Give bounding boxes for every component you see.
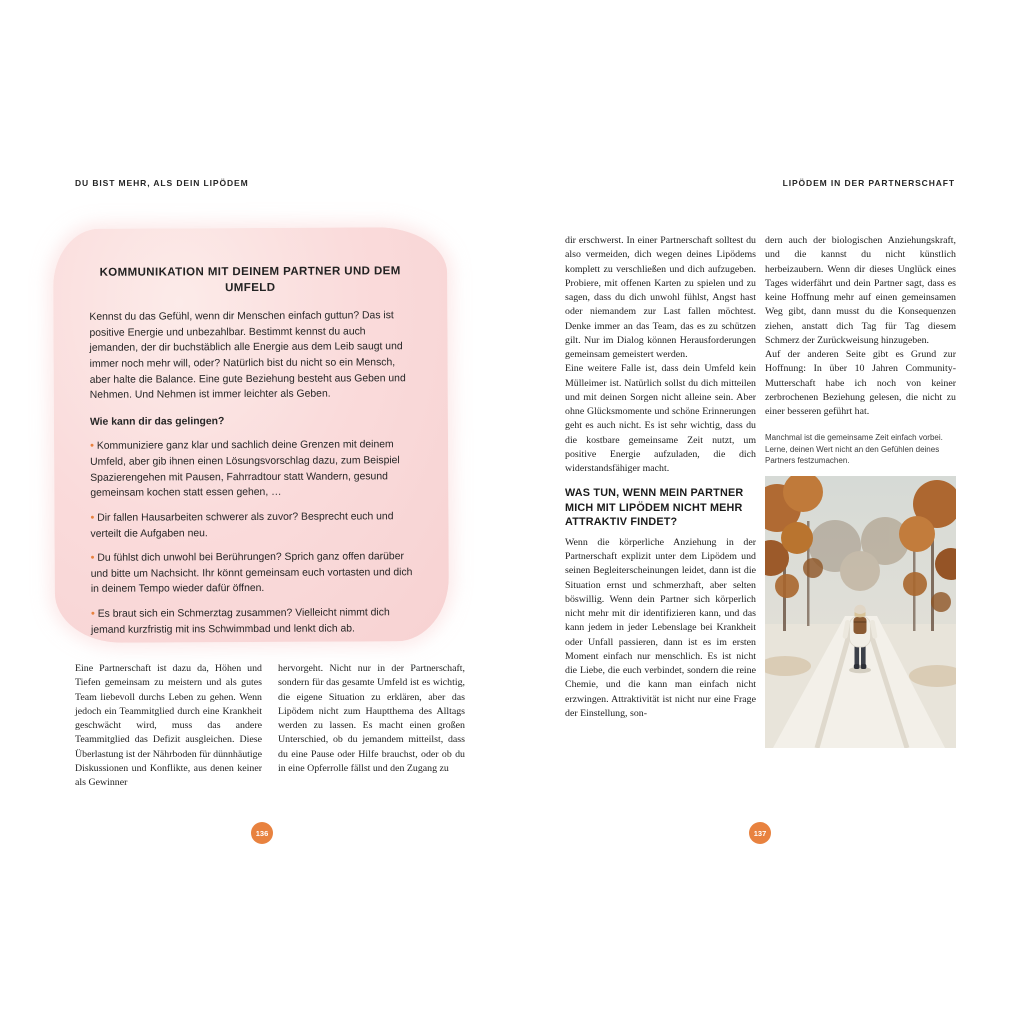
page-number-right: 137 [749, 822, 771, 844]
backpack-strap [854, 621, 867, 623]
leg-right [861, 644, 866, 667]
infobox-question: Wie kann dir das gelingen? [89, 415, 225, 428]
photo-caption: Manchmal ist die gemeinsame Zeit einfach vorbei. Lerne, deinen Wert nicht an den Gefühlen deines Partners festzumachen. [765, 433, 943, 466]
running-header-right: LIPÖDEM IN DER PARTNERSCHAFT [782, 178, 955, 188]
bullet-text: Dir fallen Hausarbeiten schwerer als zuvor? Besprecht euch und verteilt die Aufgaben neu. [90, 511, 394, 540]
bullet-icon: • [90, 440, 94, 453]
bullet-text: Es braut sich ein Schmerztag zusammen? Vielleicht nimmt dich jemand kurzfristig mit ins Schwimmbad und lenkt dich ab. [90, 607, 390, 636]
list-item [91, 604, 413, 638]
page-number-left: 136 [251, 822, 273, 844]
list-item [90, 508, 412, 542]
list-item [90, 437, 412, 502]
paragraph: dir erschwerst. In einer Partnerschaft solltest du also vermeiden, dich wegen deines Lipödems komplett zu verschließen und dich aufzugeben. Probiere, mit offenen Karten zu spielen und zu sagen, dass du dich unwohl fühlst, Angst hast oder niemandem zur Last fallen möchtest. Denke immer an das Team, das es zu schützen gilt. Nur im Dialog können Herausforderungen gemeinsam gemeistert werden. [565, 235, 756, 360]
infobox-intro: Kennst du das Gefühl, wenn dir Menschen einfach guttun? Das ist positive Energie und unbezahlbar. Bestimmt kennst du auch jemanden, der dir buchstäblich alle Energie aus dem Leib saugt und immer noch mehr will, oder? Natürlich bist du nicht so ein Mensch, aber halte die Balance. Eine gute Beziehung besteht aus Geben und Nehmen. Und Nehmen ist immer leichter als Geben. [89, 310, 406, 402]
communication-infobox [53, 227, 449, 643]
figure-shadow [849, 667, 871, 673]
boot-left [854, 664, 860, 669]
section-heading: WAS TUN, WENN MEIN PARTNER MICH MIT LIPÖDEM NICHT MEHR ATTRAKTIV FINDET? [565, 487, 744, 529]
left-page-column-1: Eine Partnerschaft ist dazu da, Höhen und Tiefen gemeinsam zu meistern und als gutes Team liebevoll durchs Leben zu gehen. Wenn jedoch ein Teammitglied durch eine Krankheit geschwächt wird, muss das andere Teammitglied das Defizit ausgleichen. Diese Überlastung ist der Nährboden für dünnhäutige Diskussionen und Konflikte, aus denen keiner als Gewinner [75, 663, 262, 788]
bullet-icon: • [90, 551, 95, 564]
bullet-icon: • [90, 511, 95, 524]
paragraph: dern auch der biologischen Anziehungskraft, und die kannst du nicht künstlich herbeizaubern. Wenn dir dieses Unglück eines Tages widerfährt und dein Partner sagt, dass es keine Hoffnung mehr auf einen gemeinsamen Weg gibt, dann musst du die Konsequenzen ziehen, anstatt dich Tag für Tag diesem Schmerz der Zurückweisung hinzugeben. [765, 235, 956, 346]
bullet-text: Du fühlst dich unwohl bei Berührungen? Sprich ganz offen darüber und bitte um Nachsicht. Ihr könnt gemeinsam euch vortasten und dich in deinem Tempo wieder dafür öffnen. [90, 551, 413, 596]
forest-path-photo [765, 476, 956, 748]
list-item [91, 548, 413, 598]
right-page-column-1 [565, 234, 756, 721]
left-page-column-2: hervorgeht. Nicht nur in der Partnerschaft, sondern für das gesamte Umfeld ist es wichtig, die eigene Situation zu erklären, aber das Lipödem nicht zum Hauptthema des Alltags werden zu lassen. Es macht einen großen Unterschied, ob du jemandem mitteilst, dass du eine Pause oder Hilfe brauchst, oder ob du in eine Opferrolle fällst und den Zugang zu [278, 663, 465, 774]
forest-path-illustration [765, 476, 956, 748]
running-header-left: DU BIST MEHR, ALS DEIN LIPÖDEM [75, 178, 249, 188]
boot-right [861, 664, 867, 669]
infobox-bullet-list [54, 436, 449, 638]
paragraph: Eine weitere Falle ist, dass dein Umfeld kein Mülleimer ist. Natürlich sollst du dich mitteilen und mit deinen Sorgen nicht alleine sein. Aber ohne Glücksmomente und schöne Erinnerungen geht es auch nicht. Es ist sehr wichtig, dass du die kostbare gemeinsame Zeit nutzt, um positive Energie aufzuladen, die dich widerstandsfähiger macht. [565, 363, 756, 474]
bullet-icon: • [90, 607, 95, 620]
infobox-title: KOMMUNIKATION MIT DEINEM PARTNER UND DEM UMFELD [99, 265, 401, 295]
leg-left [855, 644, 860, 667]
backpack [854, 617, 867, 634]
paragraph: Wenn die körperliche Anziehung in der Partnerschaft explizit unter dem Lipödem und seinen Begleiterscheinungen leidet, dann ist die Situation ernst und schmerzhaft, aber selten böswillig. Wenn dein Partner sich körperlich nicht mehr mit dir identifizieren kann, und das kann jedem in jeder Lebenslage bei Krankheit oder Unfall passieren, dann ist es im ersten Moment einfach nur menschlich. Es ist nicht die Liebe, die euch verbindet, sondern die reine Chemie, und die kann man einfach nicht erzwingen. Attraktivität ist nicht nur eine Frage der Einstellung, son- [565, 536, 756, 719]
paragraph: Auf der anderen Seite gibt es Grund zur Hoffnung: In über 10 Jahren Community-Mutterschaft habe ich noch von keiner zerbrochenen Beziehung gelesen, die nicht zu einer besseren geführt hat. [765, 349, 956, 417]
bullet-text: Kommuniziere ganz klar und sachlich deine Grenzen mit deinem Umfeld, aber gib ihnen einen Lösungsvorschlag dazu, zum Beispiel Spazierengehen mit Pausen, Fahrradtour statt Wandern, gesund gemeinsam kochen statt essen gehen, … [90, 439, 400, 500]
right-page-column-2 [765, 234, 956, 748]
